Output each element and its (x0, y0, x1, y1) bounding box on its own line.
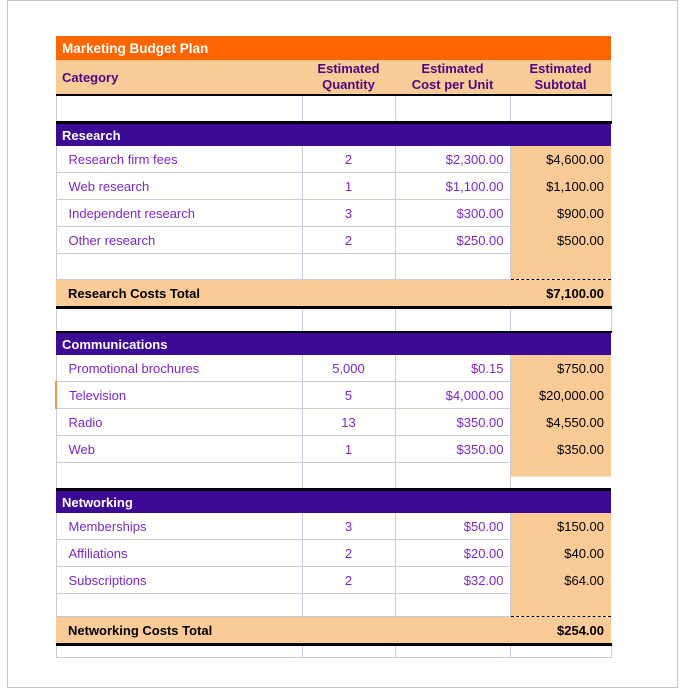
cell-subtotal[interactable]: $900.00 (510, 200, 611, 227)
section-header-communications[interactable]: Communications (56, 332, 611, 355)
section-header-networking[interactable]: Networking (56, 490, 611, 514)
empty-cell (510, 645, 611, 658)
section-header-research[interactable]: Research (56, 123, 611, 147)
empty-cell (395, 594, 510, 617)
empty-cell (510, 95, 611, 123)
cell-quantity[interactable]: 2 (302, 540, 395, 567)
cell-category[interactable]: Promotional brochures (56, 355, 302, 382)
empty-cell (510, 308, 611, 333)
cell-category[interactable]: Other research (56, 227, 302, 254)
cell-cost[interactable]: $350.00 (395, 436, 510, 463)
cell-quantity[interactable]: 1 (302, 436, 395, 463)
cell-subtotal[interactable]: $350.00 (510, 436, 611, 463)
cell-subtotal[interactable]: $750.00 (510, 355, 611, 382)
networking-total-label[interactable]: Networking Costs Total (56, 617, 510, 645)
research-total-value[interactable]: $7,100.00 (510, 280, 611, 308)
table-title[interactable]: Marketing Budget Plan (56, 36, 611, 60)
cell-subtotal[interactable]: $20,000.00 (510, 382, 611, 409)
networking-total-value[interactable]: $254.00 (510, 617, 611, 645)
cell-quantity[interactable]: 1 (302, 173, 395, 200)
cell-quantity[interactable]: 5 (302, 382, 395, 409)
cell-cost[interactable]: $0.15 (395, 355, 510, 382)
cell-category[interactable]: Radio (56, 409, 302, 436)
cell-cost[interactable]: $250.00 (395, 227, 510, 254)
cell-subtotal[interactable]: $40.00 (510, 540, 611, 567)
cell-quantity[interactable]: 5,000 (302, 355, 395, 382)
empty-subtotal-cell (510, 594, 611, 617)
cell-quantity[interactable]: 2 (302, 567, 395, 594)
column-header-cost-line2: Cost per Unit (411, 77, 494, 92)
cell-cost[interactable]: $32.00 (395, 567, 510, 594)
empty-cell (302, 463, 395, 490)
empty-cell (56, 308, 302, 333)
cell-subtotal[interactable]: $4,550.00 (510, 409, 611, 436)
column-header-cost-line1: Estimated (421, 61, 484, 76)
cell-cost[interactable]: $50.00 (395, 513, 510, 540)
empty-subtotal-cell (510, 463, 611, 490)
empty-cell (56, 594, 302, 617)
empty-cell (302, 645, 395, 658)
column-header-cost[interactable] (395, 60, 510, 95)
empty-cell (395, 645, 510, 658)
cell-cost[interactable]: $350.00 (395, 409, 510, 436)
cell-cost[interactable]: $20.00 (395, 540, 510, 567)
cell-category[interactable]: Web research (56, 173, 302, 200)
column-header-quantity[interactable] (302, 60, 395, 95)
empty-cell (395, 463, 510, 490)
cell-subtotal[interactable]: $4,600.00 (510, 146, 611, 173)
empty-cell (395, 308, 510, 333)
column-header-subtotal-line1: Estimated (529, 61, 592, 76)
column-header-subtotal-line2: Subtotal (534, 77, 587, 92)
research-total-label[interactable]: Research Costs Total (56, 280, 510, 308)
empty-cell (302, 594, 395, 617)
cell-subtotal[interactable]: $500.00 (510, 227, 611, 254)
cell-quantity[interactable]: 3 (302, 200, 395, 227)
empty-cell (56, 645, 302, 658)
cell-quantity[interactable]: 13 (302, 409, 395, 436)
empty-cell (302, 308, 395, 333)
cell-cost[interactable]: $4,000.00 (395, 382, 510, 409)
cell-cost[interactable]: $2,300.00 (395, 146, 510, 173)
column-header-category[interactable]: Category (56, 60, 302, 95)
cell-subtotal[interactable]: $150.00 (510, 513, 611, 540)
empty-cell (56, 95, 302, 123)
cell-cost[interactable]: $300.00 (395, 200, 510, 227)
empty-cell (56, 463, 302, 490)
empty-cell (56, 254, 302, 280)
column-header-subtotal[interactable] (510, 60, 611, 95)
cell-category-television[interactable]: Television (56, 382, 302, 409)
empty-subtotal-cell (510, 254, 611, 280)
cell-quantity[interactable]: 3 (302, 513, 395, 540)
cell-category[interactable]: Affiliations (56, 540, 302, 567)
empty-cell (302, 254, 395, 280)
cell-category[interactable]: Memberships (56, 513, 302, 540)
cell-subtotal[interactable]: $64.00 (510, 567, 611, 594)
column-header-quantity-line1: Estimated (317, 61, 380, 76)
empty-cell (302, 95, 395, 123)
empty-cell (395, 254, 510, 280)
cell-category[interactable]: Independent research (56, 200, 302, 227)
cell-category[interactable]: Research firm fees (56, 146, 302, 173)
cell-cost[interactable]: $1,100.00 (395, 173, 510, 200)
cell-quantity[interactable]: 2 (302, 227, 395, 254)
cell-subtotal[interactable]: $1,100.00 (510, 173, 611, 200)
cell-category[interactable]: Web (56, 436, 302, 463)
column-header-quantity-line2: Quantity (322, 77, 375, 92)
cell-quantity[interactable]: 2 (302, 146, 395, 173)
cell-category[interactable]: Subscriptions (56, 567, 302, 594)
empty-cell (395, 95, 510, 123)
budget-table (55, 36, 612, 658)
